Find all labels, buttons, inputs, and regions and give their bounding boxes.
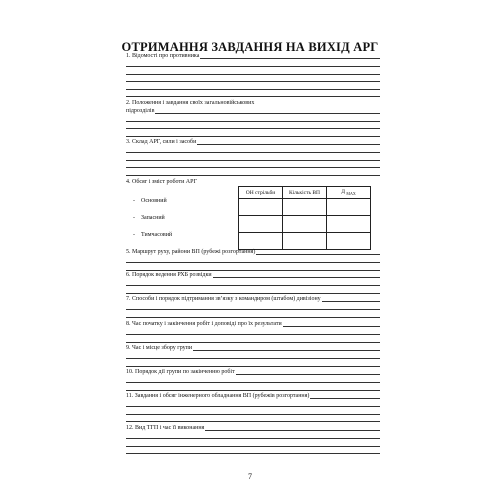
table-cell [239, 233, 283, 250]
table-row-label: - Запасний [133, 215, 165, 221]
fill-line [126, 408, 380, 416]
fill-line [322, 301, 380, 302]
section-label: 7. Способи і порядок підтримання зв’язку з командиром (штабом) дивізіону [126, 296, 321, 302]
fill-line [126, 416, 380, 424]
fill-line [126, 329, 380, 337]
fill-line [126, 154, 380, 162]
section-3 [126, 139, 380, 177]
fill-line [126, 433, 380, 441]
fill-line [126, 61, 380, 69]
section-5 [126, 249, 380, 272]
section-2 [126, 100, 380, 138]
table-row-label: - Основний [133, 198, 167, 204]
fill-line [126, 76, 380, 84]
table-cell [283, 216, 327, 233]
fill-line [126, 91, 380, 99]
table-cell [327, 233, 371, 250]
table-header: ОН стрільби [239, 187, 283, 199]
fill-line [126, 280, 380, 288]
fill-line [283, 326, 380, 327]
section-11 [126, 393, 380, 423]
fill-line [126, 68, 380, 76]
page-title: ОТРИМАННЯ ЗАВДАННЯ НА ВИХІД АРГ [121, 40, 379, 54]
table-row-label: - Тимчасовий [133, 232, 173, 238]
fill-line [236, 374, 380, 375]
fill-line [126, 440, 380, 448]
fill-line [126, 287, 380, 295]
fill-line [126, 448, 380, 456]
table-header: Д $_{МАХ}$ [327, 187, 371, 199]
section-label: 3. Склад АРГ, сили і засоби [126, 139, 197, 145]
fill-line [126, 147, 380, 155]
section-7 [126, 296, 380, 319]
fill-line [310, 398, 380, 399]
section-6 [126, 272, 380, 295]
section-12 [126, 425, 380, 455]
fill-line [126, 401, 380, 409]
section-label: 8. Час початку і закінчення робіт і доповіді про їх результати [126, 321, 282, 327]
table-cell [239, 199, 283, 216]
section-label: 2. Положення і завдання своїх загальновійськових [126, 100, 255, 106]
section-label: 9. Час і місце збору групи [126, 345, 193, 351]
fill-line [126, 336, 380, 344]
fill-line [126, 304, 380, 312]
work-table [238, 186, 371, 250]
fill-line [155, 113, 380, 114]
fill-line [126, 162, 380, 170]
section-label: підрозділів [126, 107, 155, 114]
table-cell [283, 233, 327, 250]
fill-line [197, 144, 380, 145]
fill-line [256, 254, 380, 255]
fill-line [126, 311, 380, 319]
section-label: 1. Відомості про противника [126, 53, 200, 59]
fill-line [126, 83, 380, 91]
section-1 [126, 53, 380, 98]
table-cell [239, 216, 283, 233]
table-cell [283, 199, 327, 216]
fill-line [200, 58, 380, 59]
fill-line [213, 277, 380, 278]
section-9 [126, 345, 380, 368]
fill-line [193, 350, 380, 351]
fill-line [126, 360, 380, 368]
fill-line [126, 257, 380, 265]
fill-line [126, 264, 380, 272]
section-label: 12. Вид ТГП і час її виконання [126, 425, 205, 431]
table-header: Кількість ВП [283, 187, 327, 199]
fill-line [126, 130, 380, 138]
page-number: 7 [248, 472, 252, 481]
fill-line [126, 377, 380, 385]
section-label: 5. Маршрут руху, райони ВП (рубежі розгортання) [126, 249, 256, 255]
fill-line [205, 430, 380, 431]
fill-line [126, 123, 380, 131]
section-label: 6. Порядок ведення РХБ розвідки [126, 272, 212, 278]
fill-line [126, 384, 380, 392]
section-label: 11. Завдання і обсяг інженерного обладнання ВП (рубежів розгортання) [126, 393, 310, 399]
table-cell [327, 216, 371, 233]
section-label: 10. Порядок дії групи по закінченню робіт [126, 369, 235, 375]
fill-line [126, 115, 380, 123]
section-10 [126, 369, 380, 392]
section-8 [126, 321, 380, 344]
fill-line [126, 169, 380, 177]
fill-line [126, 353, 380, 361]
table-cell [327, 199, 371, 216]
section-label: 4. Обсяг і зміст роботи АРГ [126, 179, 197, 185]
